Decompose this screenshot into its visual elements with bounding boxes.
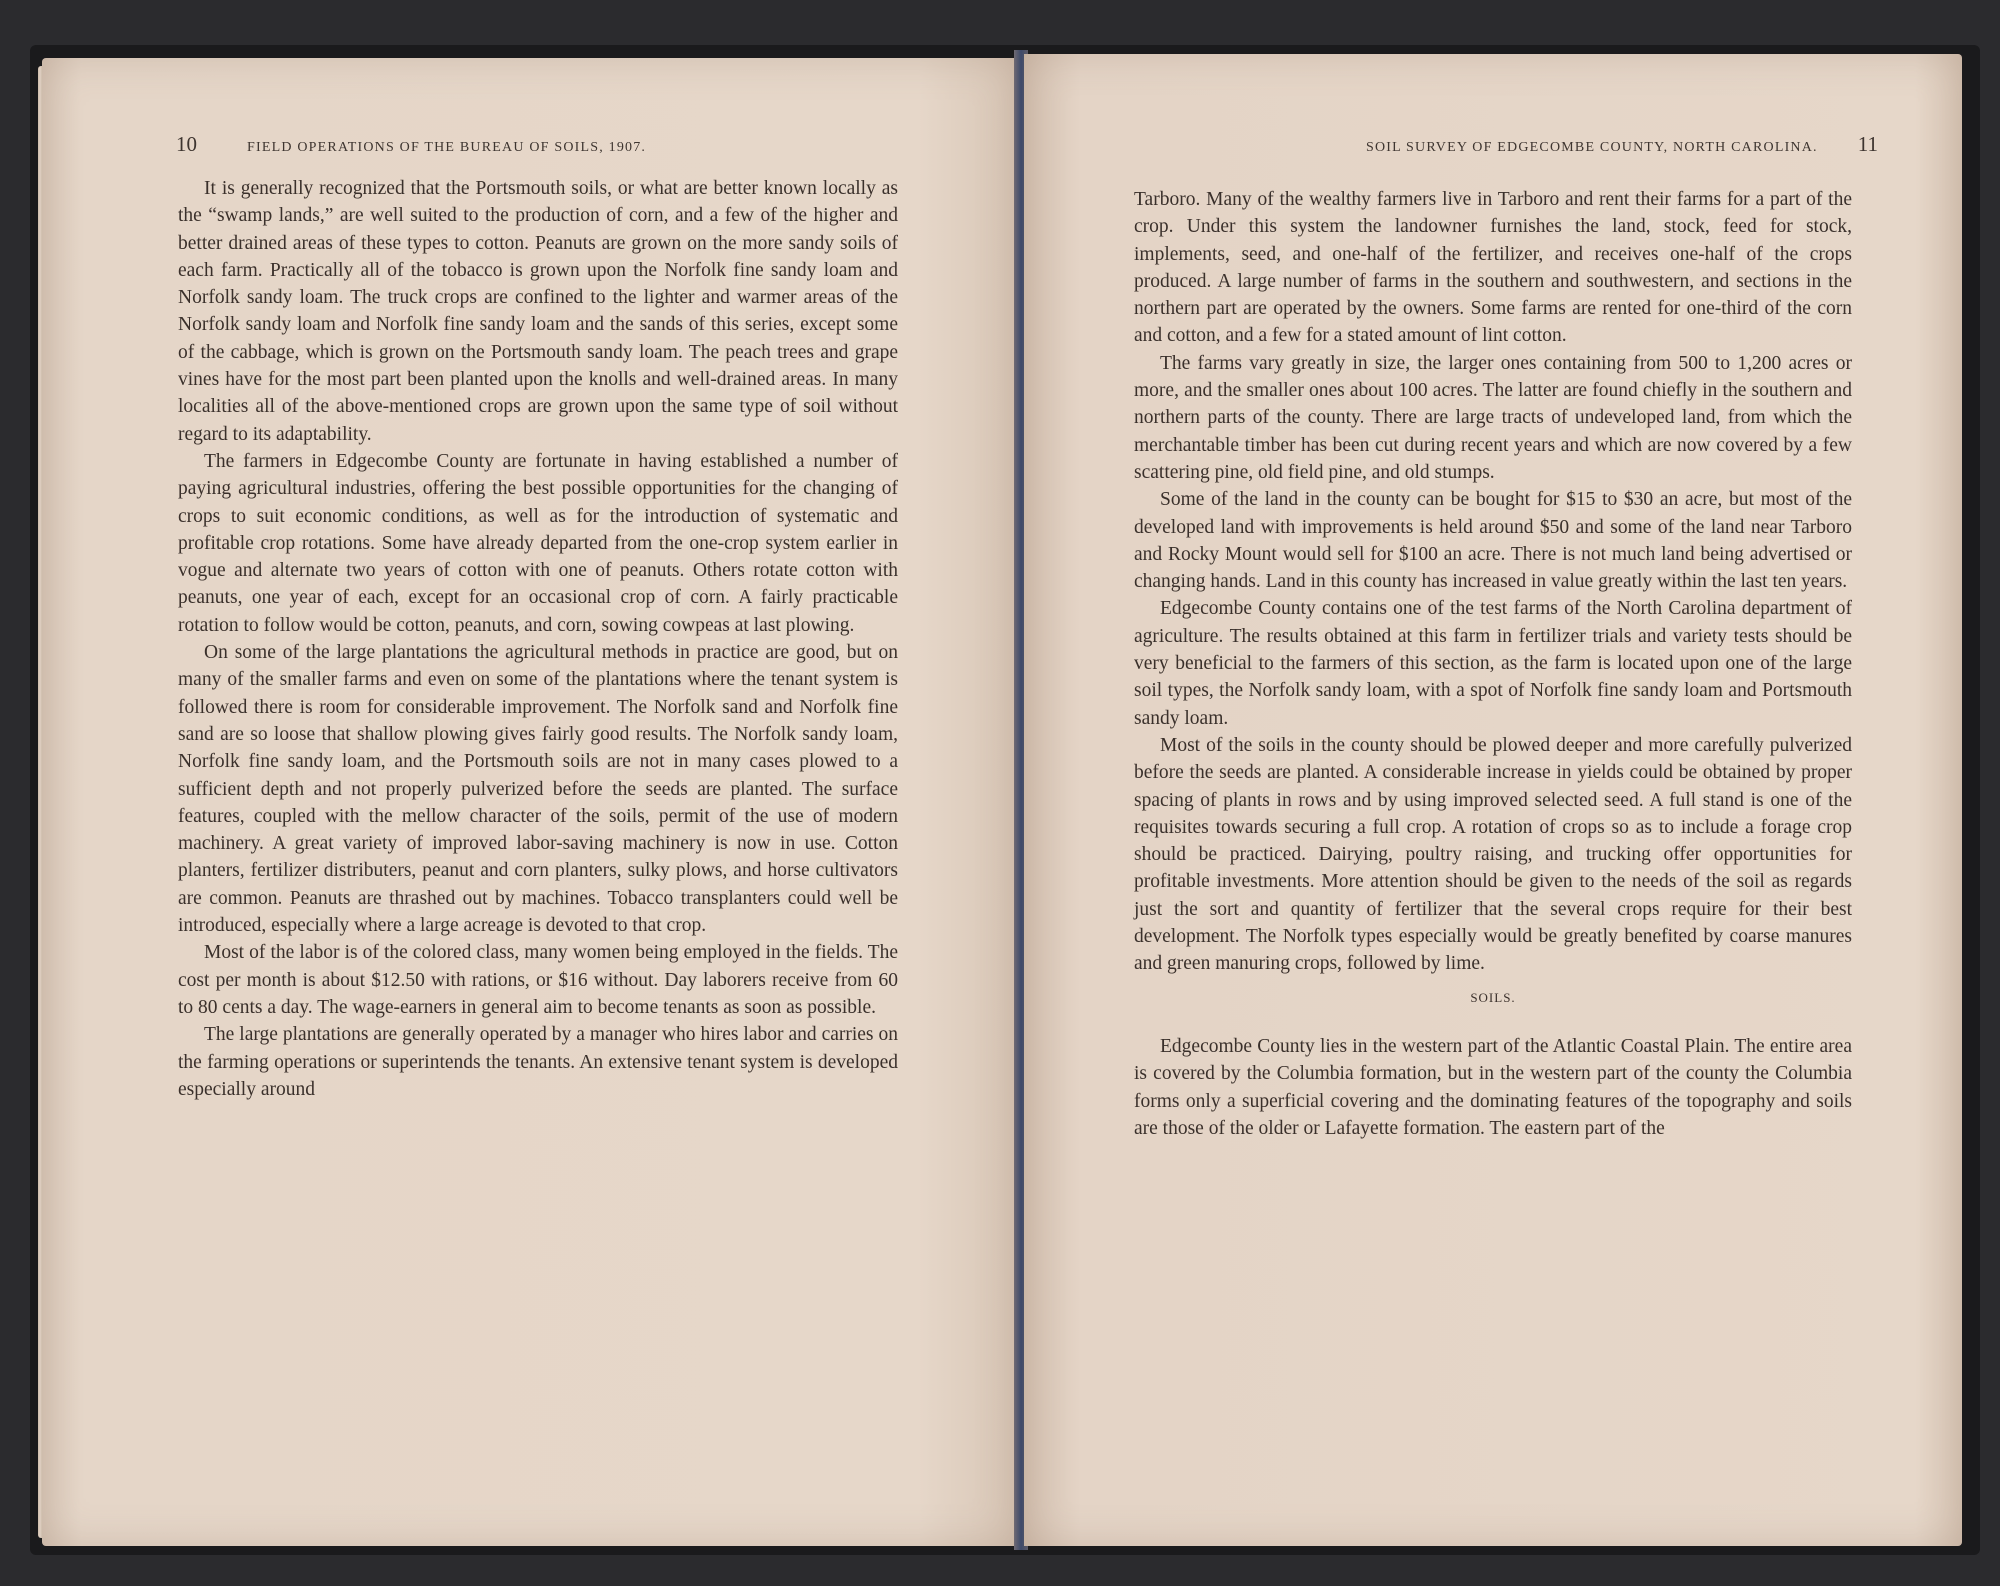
paragraph: It is generally recognized that the Portsmouth soils, or what are better known locally as the “swamp lands,” are well suited to the production of corn, and a few of the higher and better drained areas of these types to cotton. Peanuts are grown on the more sandy soils of each farm. Practically all of the tobacco is grown upon the Norfolk fine sandy loam and Norfolk sandy loam. The truck crops are confined to the lighter and warmer areas of the Norfolk sandy loam and Norfolk fine sandy loam and the sands of this series, except some of the cabbage, which is grown on the Portsmouth sandy loam. The peach trees and grape vines have for the most part been planted upon the knolls and well-drained areas. In many localities all of the above-mentioned crops are grown upon the same type of soil without regard to its adaptability. <box>178 178 898 445</box>
paragraph: Some of the land in the county can be bought for $15 to $30 an acre, but most of the developed land with improvements is held around $50 and some of the land near Tarboro and Rocky Mount would sell for $100 an acre. There is not much land being advertised or changing hands. Land in this county has increased in value greatly within the last ten years. <box>1134 489 1852 593</box>
left-page-number: 10 <box>176 132 197 156</box>
paragraph: Edgecombe County contains one of the test farms of the North Carolina department of agriculture. The results obtained at this farm in fertilizer trials and variety tests should be very beneficial to the farmers of this section, as the farm is located upon one of the large soil types, the Norfolk sandy loam, with a spot of Norfolk fine sandy loam and Portsmouth sandy loam. <box>1134 598 1852 729</box>
paragraph: Edgecombe County lies in the western part of the Atlantic Coastal Plain. The entire area is covered by the Columbia formation, but in the western part of the county the Columbia forms only a superficial covering and the dominating features of the topography and soils are those of the older or Lafayette formation. The eastern part of the <box>1134 1035 1852 1139</box>
paragraph: The large plantations are generally operated by a manager who hires labor and carries on the farming operations or superintends the tenants. An extensive tenant system is developed especially around <box>178 1024 898 1100</box>
paragraph: The farmers in Edgecombe County are fortunate in having established a number of paying agricultural industries, offering the best possible opportunities for the changing of crops to suit economic conditions, as well as for the introduction of systematic and profitable crop rotations. Some have already departed from the one-crop system earlier in vogue and alternate two years of cotton with one of peanuts. Others rotate cotton with peanuts, one year of each, except for an occasional crop of corn. A fairly practicable rotation to follow would be cotton, peanuts, and corn, sowing cowpeas at last plowing. <box>178 450 898 636</box>
paragraph: Tarboro. Many of the wealthy farmers live in Tarboro and rent their farms for a part of the crop. Under this system the landowner furnishes the land, stock, feed for stock, implements, seed, and one-half of the fertilizer, and receives one-half of the crops produced. A large number of farms in the southern and southwestern, and sections in the northern part are operated by the owners. Some farms are rented for one-third of the corn and cotton, and a few for a stated amount of lint cotton. <box>1134 189 1852 347</box>
left-page-body <box>178 175 898 1103</box>
right-page-number: 11 <box>1857 132 1878 156</box>
left-running-head: FIELD OPERATIONS OF THE BUREAU OF SOILS, 1907. <box>247 140 647 155</box>
right-running-head: SOIL SURVEY OF EDGECOMBE COUNTY, NORTH CAROLINA. <box>1365 140 1818 155</box>
right-page-body <box>1134 186 1852 1142</box>
left-page-header <box>176 132 896 157</box>
paragraph: On some of the large plantations the agricultural methods in practice are good, but on many of the smaller farms and even on some of the plantations where the tenant system is followed there is room for considerable improvement. The Norfolk sand and Norfolk fine sand are so loose that shallow plowing gives fairly good results. The Norfolk sandy loam, Norfolk fine sandy loam, and the Portsmouth soils are not in many cases plowed to a sufficient depth and not properly pulverized before the seeds are planted. The surface features, coupled with the mellow character of the soils, permit of the use of modern machinery. A great variety of improved labor-saving machinery is now in use. Cotton planters, fertilizer distributers, peanut and corn planters, sulky plows, and horse cultivators are common. Peanuts are thrashed out by machines. Tobacco transplanters could well be introduced, especially where a large acreage is devoted to that crop. <box>178 642 898 937</box>
paragraph: Most of the soils in the county should be plowed deeper and more carefully pulverized before the seeds are planted. A considerable increase in yields could be obtained by proper spacing of plants in rows and by using improved selected seed. A full stand is one of the requisites towards securing a full crop. A rotation of crops so as to include a forage crop should be practiced. Dairying, poultry raising, and trucking offer opportunities for profitable investments. More attention should be given to the needs of the soil as regards just the sort and quantity of fertilizer that the several crops require for their best development. The Norfolk types especially would be greatly benefited by coarse manures and green manuring crops, followed by lime. <box>1134 734 1852 975</box>
paragraph: Most of the labor is of the colored class, many women being employed in the fields. The cost per month is about $12.50 with rations, or $16 without. Day laborers receive from 60 to 80 cents a day. The wage-earners in general aim to become tenants as soon as possible. <box>178 942 898 1018</box>
paragraph: The farms vary greatly in size, the larger ones containing from 500 to 1,200 acres or more, and the smaller ones about 100 acres. The latter are found chiefly in the southern and northern parts of the county. There are large tracts of undeveloped land, from which the merchantable timber has been cut during recent years and which are now covered by a few scattering pine, old field pine, and old stumps. <box>1134 352 1852 483</box>
section-heading: SOILS. <box>1470 989 1516 1005</box>
right-page-header <box>1188 132 1878 157</box>
